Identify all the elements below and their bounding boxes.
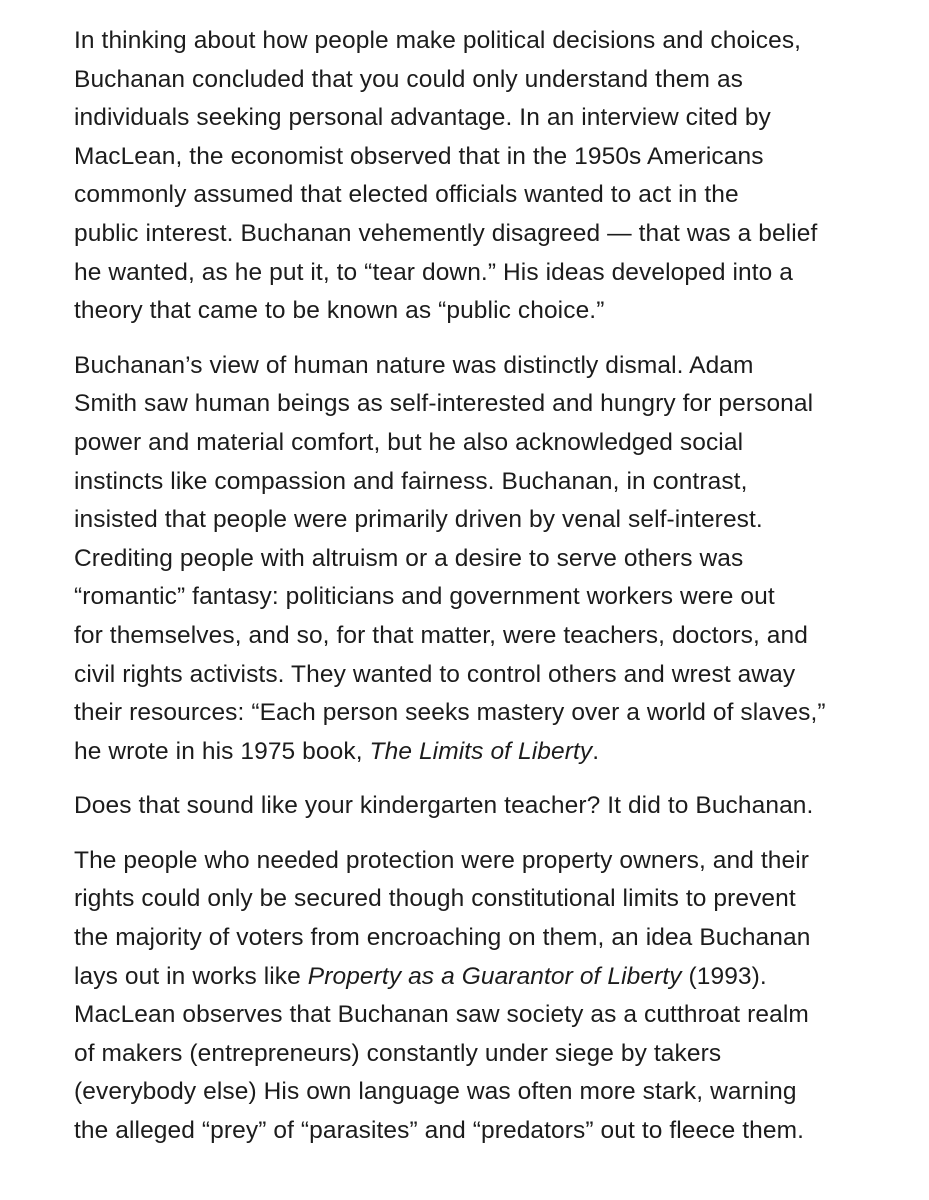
text-line: their resources: “Each person seeks mastery over a world of slaves,” [74,699,826,727]
text-line: The people who needed protection were property owners, and their [74,846,810,874]
text-line: Smith saw human beings as self-interested and hungry for personal [74,390,814,418]
text-line: In thinking about how people make political decisions and choices, [74,27,802,54]
paragraph-property-owners [74,842,864,1151]
text-line: Buchanan’s view of human nature was distinctly dismal. Adam [74,351,754,379]
text-line: for themselves, and so, for that matter, were teachers, doctors, and [74,621,808,649]
text-line: civil rights activists. They wanted to control others and wrest away [74,660,796,688]
text-run: lays out in works like [74,962,308,990]
text-line: the alleged “prey” of “parasites” and “predators” out to fleece them. [74,1117,805,1145]
text-line: MacLean observes that Buchanan saw society as a cutthroat realm [74,1001,809,1029]
text-line: MacLean, the economist observed that in the 1950s Americans [74,142,764,170]
paragraph-human-nature [74,347,864,772]
book-title: The Limits of Liberty [369,737,593,765]
text-line: insisted that people were primarily driven by venal self-interest. [74,506,763,534]
text-run: . [592,737,600,765]
text-line: of makers (entrepreneurs) constantly under siege by takers [74,1039,722,1067]
text-line: (everybody else) His own language was often more stark, warning [74,1078,797,1106]
paragraph-kindergarten [74,787,864,826]
text-line-with-book-title [74,733,864,772]
text-line: “romantic” fantasy: politicians and government workers were out [74,583,775,611]
article-body [74,22,864,1167]
text-line: commonly assumed that elected officials wanted to act in the [74,181,739,209]
text-line: Crediting people with altruism or a desire to serve others was [74,544,744,572]
text-line: instincts like compassion and fairness. Buchanan, in contrast, [74,467,748,495]
text-run: (1993). [681,962,767,990]
text-line: theory that came to be known as “public choice.” [74,297,605,325]
text-line: Buchanan concluded that you could only understand them as [74,65,744,93]
text-line: power and material comfort, but he also acknowledged social [74,428,744,456]
text-line: the majority of voters from encroaching on them, an idea Buchanan [74,924,811,952]
text-line: Does that sound like your kindergarten teacher? It did to Buchanan. [74,792,814,820]
paragraph-public-choice [74,22,864,331]
text-line: rights could only be secured though constitutional limits to prevent [74,885,796,913]
text-line: public interest. Buchanan vehemently disagreed — that was a belief [74,219,818,247]
book-title: Property as a Guarantor of Liberty [307,962,682,990]
text-line: individuals seeking personal advantage. In an interview cited by [74,104,771,132]
text-line: he wanted, as he put it, to “tear down.” His ideas developed into a [74,258,793,286]
text-run: he wrote in his 1975 book, [74,737,370,765]
text-line-with-book-title [74,958,864,997]
